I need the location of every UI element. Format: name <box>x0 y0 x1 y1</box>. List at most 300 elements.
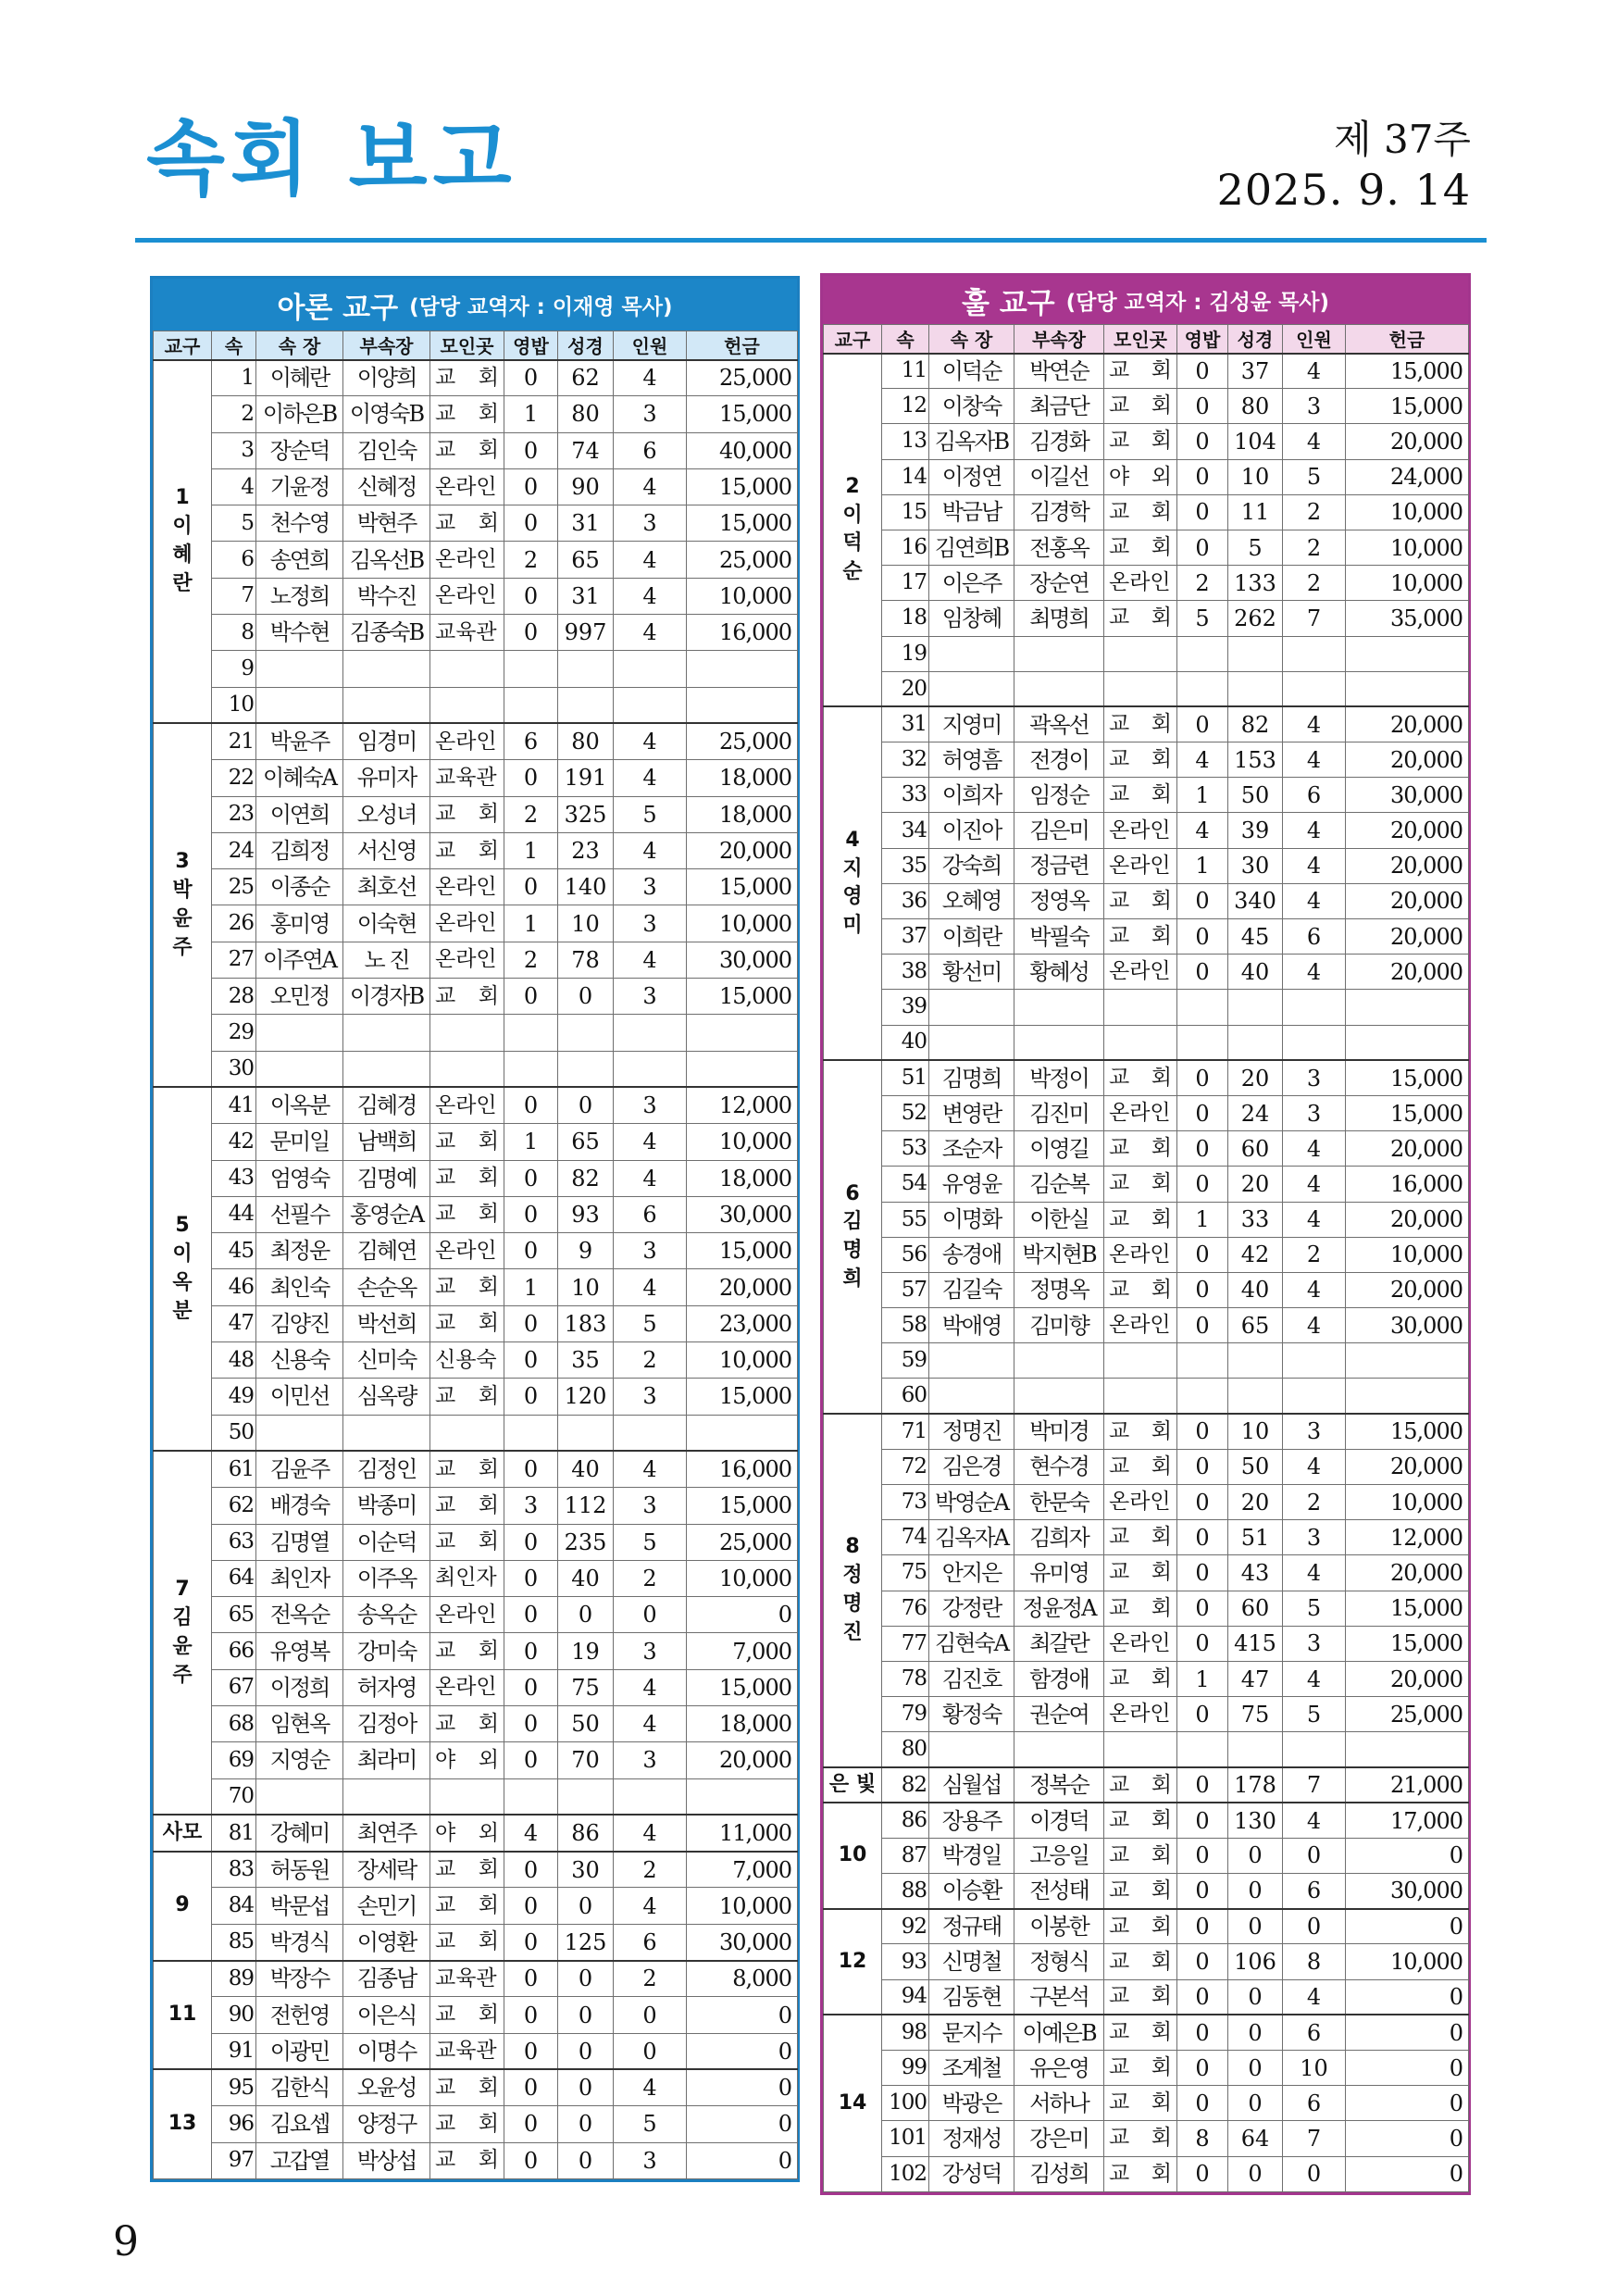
attendance-count: 2 <box>614 1961 687 1997</box>
yeongbap-count <box>504 687 558 723</box>
meeting-place: 온라인 <box>430 468 504 505</box>
bible-count: 19 <box>558 1633 614 1669</box>
leader-name: 이하은B <box>256 396 343 432</box>
yeongbap-count: 4 <box>504 1815 558 1851</box>
district-group-label: 8 정 명 진 <box>824 1414 882 1767</box>
meeting-place: 교 회 <box>430 1888 504 1924</box>
sok-number: 37 <box>882 919 929 955</box>
meeting-place: 온라인 <box>430 1597 504 1633</box>
meeting-place: 야 외 <box>430 1815 504 1851</box>
offering-amount <box>1346 671 1469 706</box>
sok-number: 7 <box>212 578 256 614</box>
offering-amount: 20,000 <box>687 1269 798 1305</box>
table-row <box>824 1449 1469 1484</box>
col-yeongbap: 영밥 <box>504 331 558 360</box>
table-row <box>154 1488 798 1524</box>
leader-name: 박문섭 <box>256 1888 343 1924</box>
meeting-place: 교 회 <box>430 432 504 468</box>
attendance-count: 4 <box>1283 1661 1346 1696</box>
offering-amount: 20,000 <box>1346 1449 1469 1484</box>
meeting-place: 교 회 <box>430 1269 504 1305</box>
table-row <box>824 1095 1469 1130</box>
table-row <box>154 1015 798 1051</box>
leader-name: 지영미 <box>929 706 1014 742</box>
bible-count: 30 <box>1228 848 1283 883</box>
sok-number: 12 <box>882 389 929 424</box>
leader-name <box>256 1778 343 1815</box>
meeting-place: 온라인 <box>1104 1485 1177 1520</box>
sok-number: 88 <box>882 1874 929 1909</box>
leader-name <box>929 1379 1014 1414</box>
bible-count: 0 <box>1228 2086 1283 2121</box>
col-attendance: 인원 <box>614 331 687 360</box>
table-row <box>154 1560 798 1596</box>
attendance-count: 2 <box>1283 1237 1346 1272</box>
district-group-label: 10 <box>824 1803 882 1909</box>
leader-name: 이연희 <box>256 796 343 832</box>
bible-count: 75 <box>558 1669 614 1705</box>
sub-leader-name: 이영길 <box>1014 1131 1104 1167</box>
offering-amount: 30,000 <box>687 942 798 978</box>
sok-number: 4 <box>212 468 256 505</box>
offering-amount: 15,000 <box>687 979 798 1015</box>
leader-name: 홍미영 <box>256 905 343 942</box>
yeongbap-count: 0 <box>1177 1697 1228 1732</box>
sub-leader-name: 정금련 <box>1014 848 1104 883</box>
meeting-place: 교 회 <box>1104 1767 1177 1803</box>
leader-name: 노정희 <box>256 578 343 614</box>
sok-number: 84 <box>212 1888 256 1924</box>
attendance-count: 4 <box>614 723 687 759</box>
attendance-count: 3 <box>1283 1414 1346 1449</box>
meeting-place: 교 회 <box>1104 1979 1177 2015</box>
offering-amount: 7,000 <box>687 1852 798 1888</box>
attendance-count: 4 <box>614 1451 687 1487</box>
meeting-place: 교 회 <box>1104 2156 1177 2191</box>
sok-number: 57 <box>882 1272 929 1307</box>
sub-leader-name: 구본석 <box>1014 1979 1104 2015</box>
yeongbap-count <box>504 1051 558 1087</box>
sub-leader-name: 정복순 <box>1014 1767 1104 1803</box>
offering-amount: 10,000 <box>1346 566 1469 601</box>
meeting-place <box>430 651 504 687</box>
offering-amount: 15,000 <box>687 1669 798 1705</box>
attendance-count <box>1283 1343 1346 1379</box>
attendance-count: 4 <box>1283 1272 1346 1307</box>
leader-name: 박윤주 <box>256 723 343 759</box>
meeting-place <box>1104 636 1177 671</box>
col-attendance: 인원 <box>1283 325 1346 354</box>
sok-number: 1 <box>212 360 256 396</box>
offering-amount: 15,000 <box>1346 1591 1469 1626</box>
meeting-place: 교 회 <box>430 1488 504 1524</box>
offering-amount: 10,000 <box>687 905 798 942</box>
sok-number: 86 <box>882 1803 929 1838</box>
leader-name: 심월섭 <box>929 1767 1014 1803</box>
sub-leader-name: 이경자B <box>343 979 430 1015</box>
leader-name: 이종순 <box>256 869 343 905</box>
attendance-count: 4 <box>614 1124 687 1160</box>
yeongbap-count: 0 <box>1177 1767 1228 1803</box>
attendance-count: 3 <box>614 505 687 542</box>
bible-count: 45 <box>1228 919 1283 955</box>
table-row <box>154 905 798 942</box>
attendance-count: 6 <box>1283 919 1346 955</box>
sok-number: 21 <box>212 723 256 759</box>
yeongbap-count: 0 <box>504 432 558 468</box>
offering-amount: 24,000 <box>1346 459 1469 494</box>
bible-count: 340 <box>1228 883 1283 918</box>
report-table <box>823 324 1469 2192</box>
leader-name <box>929 636 1014 671</box>
leader-name: 김연희B <box>929 530 1014 565</box>
bible-count: 20 <box>1228 1060 1283 1095</box>
sub-leader-name: 최라미 <box>343 1742 430 1778</box>
bible-count: 10 <box>1228 459 1283 494</box>
leader-name: 기윤정 <box>256 468 343 505</box>
report-date: 2025. 9. 14 <box>1216 165 1471 215</box>
sub-leader-name: 장순연 <box>1014 566 1104 601</box>
meeting-place: 교 회 <box>1104 1414 1177 1449</box>
attendance-count <box>614 651 687 687</box>
meeting-place: 교 회 <box>1104 2051 1177 2086</box>
leader-name: 문지수 <box>929 2015 1014 2050</box>
table-row <box>154 979 798 1015</box>
attendance-count: 6 <box>1283 2015 1346 2050</box>
leader-name: 엄영숙 <box>256 1160 343 1196</box>
bible-count: 0 <box>558 2106 614 2142</box>
yeongbap-count: 0 <box>1177 1272 1228 1307</box>
offering-amount: 30,000 <box>1346 778 1469 813</box>
district-table-aron <box>150 276 800 2182</box>
leader-name: 선필수 <box>256 1196 343 1232</box>
attendance-count: 6 <box>614 1196 687 1232</box>
sub-leader-name: 김정인 <box>343 1451 430 1487</box>
leader-name: 허동원 <box>256 1852 343 1888</box>
table-row <box>824 990 1469 1025</box>
leader-name: 이혜숙A <box>256 760 343 796</box>
sub-leader-name: 오성녀 <box>343 796 430 832</box>
leader-name: 강혜미 <box>256 1815 343 1851</box>
attendance-count: 10 <box>1283 2051 1346 2086</box>
table-row <box>154 1087 798 1123</box>
yeongbap-count: 0 <box>1177 2086 1228 2121</box>
leader-name <box>929 1343 1014 1379</box>
attendance-count: 0 <box>614 2033 687 2069</box>
sok-number: 73 <box>882 1485 929 1520</box>
bible-count: 10 <box>558 1269 614 1305</box>
col-district: 교구 <box>154 331 212 360</box>
offering-amount <box>687 1051 798 1087</box>
sub-leader-name <box>1014 636 1104 671</box>
offering-amount: 0 <box>1346 1909 1469 1944</box>
sok-number: 52 <box>882 1095 929 1130</box>
col-district: 교구 <box>824 325 882 354</box>
yeongbap-count: 0 <box>1177 424 1228 459</box>
bible-count: 0 <box>558 1997 614 2033</box>
table-row <box>824 1308 1469 1343</box>
bible-count: 183 <box>558 1305 614 1341</box>
table-row <box>154 651 798 687</box>
sok-number: 83 <box>212 1852 256 1888</box>
offering-amount: 20,000 <box>1346 1661 1469 1696</box>
attendance-count: 4 <box>614 1669 687 1705</box>
yeongbap-count <box>504 1415 558 1451</box>
sok-number: 82 <box>882 1767 929 1803</box>
offering-amount: 0 <box>1346 2086 1469 2121</box>
yeongbap-count: 1 <box>504 1124 558 1160</box>
attendance-count <box>614 1778 687 1815</box>
attendance-count: 5 <box>614 796 687 832</box>
bible-count: 35 <box>558 1342 614 1379</box>
table-row <box>824 1167 1469 1202</box>
meeting-place: 온라인 <box>430 905 504 942</box>
yeongbap-count: 0 <box>1177 530 1228 565</box>
bible-count: 47 <box>1228 1661 1283 1696</box>
attendance-count: 2 <box>614 1342 687 1379</box>
sub-leader-name: 남백희 <box>343 1124 430 1160</box>
leader-name: 김현숙A <box>929 1626 1014 1661</box>
bible-count: 104 <box>1228 424 1283 459</box>
attendance-count: 4 <box>1283 742 1346 778</box>
meeting-place: 교 회 <box>1104 742 1177 778</box>
attendance-count: 4 <box>1283 424 1346 459</box>
table-row <box>824 424 1469 459</box>
sub-leader-name: 최명희 <box>1014 601 1104 636</box>
sok-number: 102 <box>882 2156 929 2191</box>
table-row <box>154 1633 798 1669</box>
bible-count: 140 <box>558 869 614 905</box>
meeting-place: 교 회 <box>430 360 504 396</box>
yeongbap-count: 2 <box>504 542 558 578</box>
leader-name: 이덕순 <box>929 354 1014 389</box>
page-number: 9 <box>113 2218 139 2265</box>
table-row <box>824 742 1469 778</box>
meeting-place: 온라인 <box>430 723 504 759</box>
attendance-count: 6 <box>1283 2086 1346 2121</box>
sub-leader-name: 허자영 <box>343 1669 430 1705</box>
sub-leader-name <box>343 1415 430 1451</box>
sub-leader-name: 양정구 <box>343 2106 430 2142</box>
sub-leader-name: 김종남 <box>343 1961 430 1997</box>
meeting-place: 교 회 <box>1104 354 1177 389</box>
sok-number: 96 <box>212 2106 256 2142</box>
meeting-place: 교 회 <box>1104 1803 1177 1838</box>
attendance-count: 6 <box>1283 1874 1346 1909</box>
sub-leader-name <box>1014 1732 1104 1767</box>
offering-amount <box>1346 1025 1469 1060</box>
sub-leader-name: 김은미 <box>1014 813 1104 848</box>
sok-number: 35 <box>882 848 929 883</box>
meeting-place: 야 외 <box>1104 459 1177 494</box>
yeongbap-count: 0 <box>1177 1237 1228 1272</box>
sok-number: 76 <box>882 1591 929 1626</box>
leader-name: 허영흠 <box>929 742 1014 778</box>
leader-name: 이광민 <box>256 2033 343 2069</box>
offering-amount: 0 <box>1346 2121 1469 2156</box>
bible-count: 0 <box>558 979 614 1015</box>
leader-name: 김명열 <box>256 1524 343 1560</box>
table-row <box>824 1909 1469 1944</box>
meeting-place: 교 회 <box>1104 1520 1177 1555</box>
sub-leader-name: 전홍옥 <box>1014 530 1104 565</box>
meeting-place: 교 회 <box>1104 530 1177 565</box>
table-row <box>824 1767 1469 1803</box>
sok-number: 40 <box>882 1025 929 1060</box>
attendance-count: 4 <box>1283 1555 1346 1591</box>
bible-count: 262 <box>1228 601 1283 636</box>
col-sub-leader: 부속장 <box>1014 325 1104 354</box>
table-row <box>824 1485 1469 1520</box>
district-pastor: (담당 교역자 : 이재영 목사) <box>409 294 673 319</box>
bible-count: 20 <box>1228 1485 1283 1520</box>
col-bible: 성경 <box>1228 325 1283 354</box>
offering-amount: 15,000 <box>1346 354 1469 389</box>
sub-leader-name: 최금단 <box>1014 389 1104 424</box>
yeongbap-count: 1 <box>1177 778 1228 813</box>
sok-number: 70 <box>212 1778 256 1815</box>
yeongbap-count: 1 <box>504 905 558 942</box>
meeting-place: 온라인 <box>430 942 504 978</box>
bible-count: 80 <box>1228 389 1283 424</box>
table-row <box>824 354 1469 389</box>
offering-amount: 23,000 <box>687 1305 798 1341</box>
table-row <box>154 1415 798 1451</box>
leader-name: 최인숙 <box>256 1269 343 1305</box>
yeongbap-count: 0 <box>1177 1520 1228 1555</box>
sub-leader-name: 신미숙 <box>343 1342 430 1379</box>
leader-name <box>256 1415 343 1451</box>
attendance-count: 4 <box>1283 1202 1346 1237</box>
sok-number: 34 <box>882 813 929 848</box>
bible-count: 153 <box>1228 742 1283 778</box>
sub-leader-name: 정영옥 <box>1014 883 1104 918</box>
table-row <box>824 1060 1469 1095</box>
sok-number: 43 <box>212 1160 256 1196</box>
leader-name: 이희란 <box>929 919 1014 955</box>
table-row <box>824 1838 1469 1873</box>
sub-leader-name: 곽옥선 <box>1014 706 1104 742</box>
bible-count: 235 <box>558 1524 614 1560</box>
yeongbap-count: 5 <box>1177 601 1228 636</box>
meeting-place <box>1104 1732 1177 1767</box>
title-divider <box>135 238 1487 243</box>
meeting-place <box>1104 990 1177 1025</box>
offering-amount: 10,000 <box>687 1888 798 1924</box>
table-row <box>824 848 1469 883</box>
sok-number: 56 <box>882 1237 929 1272</box>
sub-leader-name: 박현주 <box>343 505 430 542</box>
attendance-count: 4 <box>1283 1803 1346 1838</box>
offering-amount: 15,000 <box>687 468 798 505</box>
attendance-count: 4 <box>614 942 687 978</box>
sub-leader-name: 김명예 <box>343 1160 430 1196</box>
table-row <box>154 1924 798 1960</box>
offering-amount: 15,000 <box>687 396 798 432</box>
sok-number: 41 <box>212 1087 256 1123</box>
bible-count: 60 <box>1228 1591 1283 1626</box>
offering-amount: 10,000 <box>687 578 798 614</box>
bible-count: 78 <box>558 942 614 978</box>
table-row <box>154 1815 798 1851</box>
yeongbap-count: 0 <box>1177 1979 1228 2015</box>
sub-leader-name: 이순덕 <box>343 1524 430 1560</box>
district-name: 아론 교구 <box>277 291 399 325</box>
bible-count: 0 <box>1228 2156 1283 2191</box>
attendance-count: 7 <box>1283 2121 1346 2156</box>
sok-number: 3 <box>212 432 256 468</box>
table-row <box>824 1732 1469 1767</box>
table-row <box>824 459 1469 494</box>
table-row <box>154 832 798 868</box>
bible-count: 65 <box>1228 1308 1283 1343</box>
yeongbap-count: 0 <box>1177 1909 1228 1944</box>
sub-leader-name: 김경화 <box>1014 424 1104 459</box>
offering-amount: 0 <box>1346 2015 1469 2050</box>
leader-name: 박광은 <box>929 2086 1014 2121</box>
table-row <box>154 396 798 432</box>
offering-amount <box>687 1778 798 1815</box>
yeongbap-count: 0 <box>504 468 558 505</box>
table-row <box>824 530 1469 565</box>
table-row <box>154 760 798 796</box>
offering-amount: 10,000 <box>1346 530 1469 565</box>
leader-name: 조계철 <box>929 2051 1014 2086</box>
table-row <box>824 706 1469 742</box>
yeongbap-count: 0 <box>1177 1874 1228 1909</box>
sub-leader-name <box>1014 1379 1104 1414</box>
yeongbap-count: 0 <box>504 1669 558 1705</box>
sub-leader-name: 심옥량 <box>343 1379 430 1415</box>
meeting-place: 교 회 <box>430 1451 504 1487</box>
yeongbap-count: 0 <box>504 1705 558 1741</box>
meeting-place: 교육관 <box>430 1961 504 1997</box>
attendance-count: 2 <box>1283 1485 1346 1520</box>
sok-number: 79 <box>882 1697 929 1732</box>
yeongbap-count: 4 <box>1177 742 1228 778</box>
meeting-place: 온라인 <box>430 869 504 905</box>
meeting-place: 교 회 <box>1104 1661 1177 1696</box>
attendance-count: 4 <box>1283 813 1346 848</box>
meeting-place: 교 회 <box>1104 2015 1177 2050</box>
meeting-place: 교 회 <box>1104 601 1177 636</box>
offering-amount: 16,000 <box>687 615 798 651</box>
sub-leader-name: 이영숙B <box>343 396 430 432</box>
yeongbap-count: 8 <box>1177 2121 1228 2156</box>
attendance-count: 4 <box>1283 354 1346 389</box>
bible-count: 62 <box>558 360 614 396</box>
table-row <box>824 389 1469 424</box>
attendance-count: 6 <box>614 432 687 468</box>
sok-number: 38 <box>882 955 929 990</box>
offering-amount: 16,000 <box>1346 1167 1469 1202</box>
meeting-place: 교육관 <box>430 615 504 651</box>
yeongbap-count: 0 <box>504 1160 558 1196</box>
leader-name: 장용주 <box>929 1803 1014 1838</box>
sok-number: 22 <box>212 760 256 796</box>
meeting-place: 온라인 <box>430 542 504 578</box>
leader-name: 김요셉 <box>256 2106 343 2142</box>
bible-count <box>558 1778 614 1815</box>
leader-name <box>929 1732 1014 1767</box>
bible-count: 0 <box>558 2033 614 2069</box>
meeting-place: 교 회 <box>1104 1874 1177 1909</box>
sok-number: 94 <box>882 1979 929 2015</box>
sub-leader-name <box>1014 671 1104 706</box>
offering-amount: 20,000 <box>1346 1555 1469 1591</box>
offering-amount <box>1346 1379 1469 1414</box>
bible-count: 90 <box>558 468 614 505</box>
